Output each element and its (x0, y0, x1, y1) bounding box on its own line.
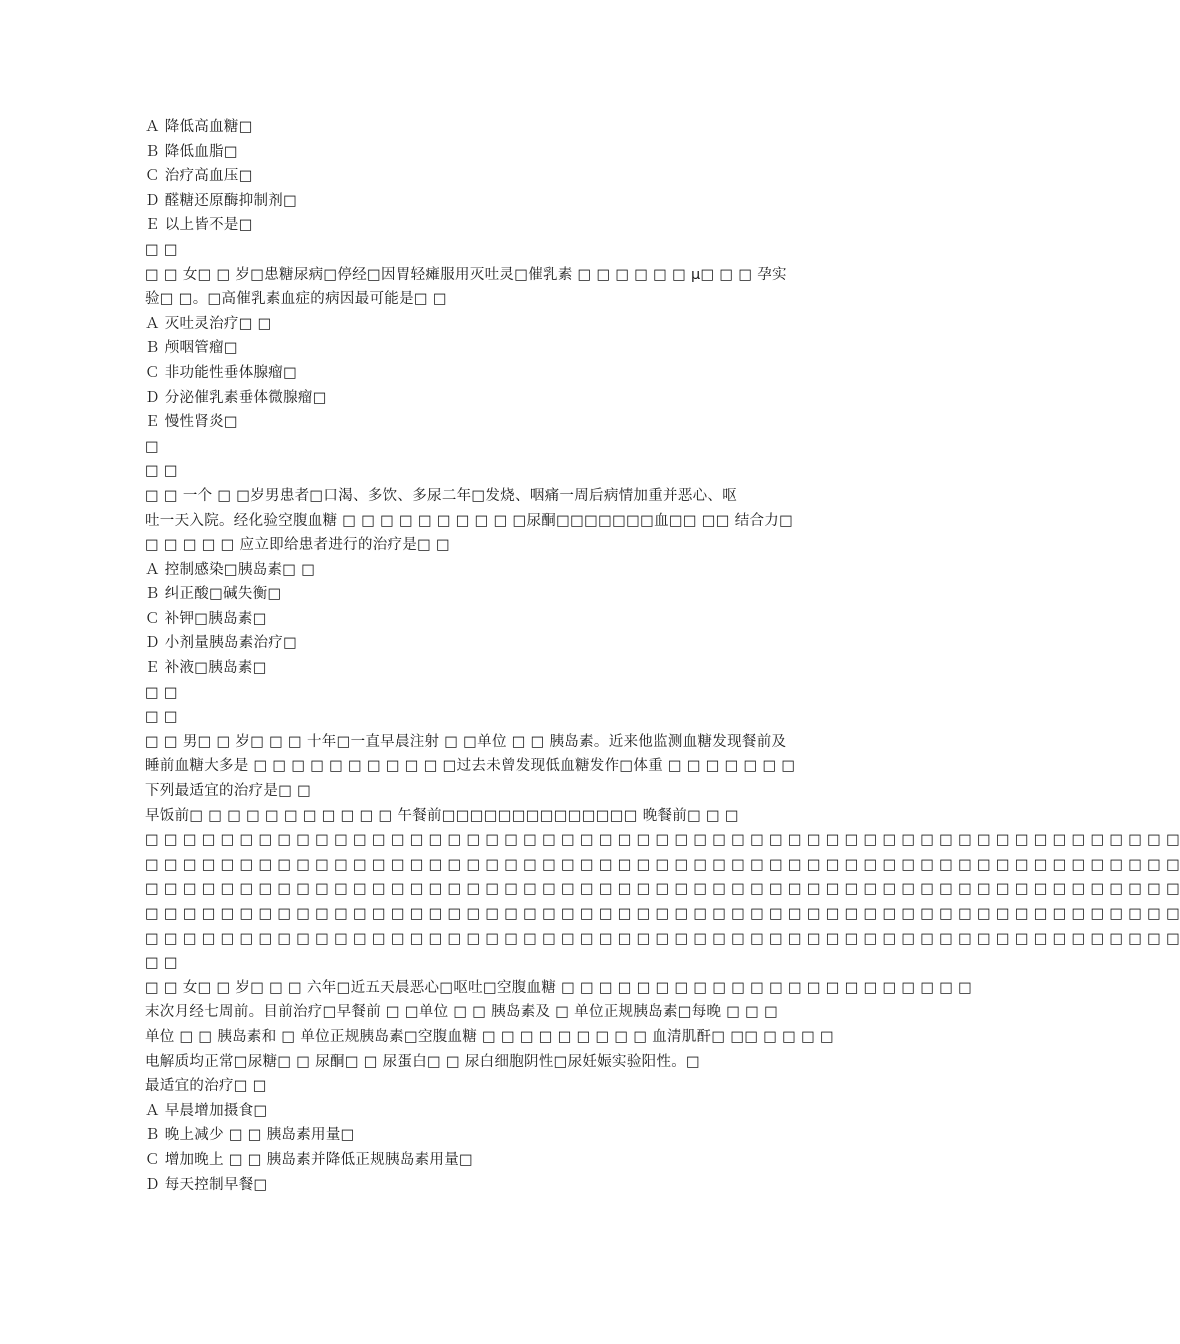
text-line: Ｃ 治疗高血压□ (145, 168, 253, 185)
text-line: □ □ (145, 241, 178, 258)
text-line: Ｃ 增加晚上 □ □ 胰岛素并降低正规胰岛素用量□ (145, 1151, 474, 1168)
text-line: Ｄ 小剂量胰岛素治疗□ (145, 635, 298, 652)
text-line: □ □ □ □ □ □ □ □ □ □ □ □ □ □ □ □ □ □ □ □ □ □ □ □ □ □ □ □ □ □ □ □ □ □ □ □ □ □ □ □ □ □ □ □ □ □ □ □ □ □ □ □ □ □ □ (145, 930, 1180, 947)
text-line: □ □ 男□ □ 岁□ □ □ 十年□一直早晨注射 □ □单位 □ □ 胰岛素。近来他监测血糖发现餐前及 (145, 733, 787, 750)
text-line: Ｃ 补钾□胰岛素□ (145, 610, 267, 627)
text-line: Ａ 灭吐灵治疗□ □ (145, 315, 272, 332)
text-line: □ □ 女□ □ 岁□ □ □ 六年□近五天晨恶心□呕吐□空腹血糖 □ □ □ □ □ □ □ □ □ □ □ □ □ □ □ □ □ □ □ □ □ □ (145, 979, 973, 996)
text-line: 验□ □。□高催乳素血症的病因最可能是□ □ (145, 291, 447, 308)
text-line: □ □ 一个 □ □岁男患者□口渴、多饮、多尿二年□发烧、咽痛一周后病情加重并恶心、呕 (145, 487, 738, 504)
text-line: Ｃ 非功能性垂体腺瘤□ (145, 364, 298, 381)
document-page (145, 115, 1180, 1197)
text-line: Ｅ 以上皆不是□ (145, 217, 253, 234)
text-line: 电解质均正常□尿糖□ □ 尿酮□ □ 尿蛋白□ □ 尿白细胞阴性□尿妊娠实验阳性。□ (145, 1053, 701, 1070)
text-line: □ □ □ □ □ □ □ □ □ □ □ □ □ □ □ □ □ □ □ □ □ □ □ □ □ □ □ □ □ □ □ □ □ □ □ □ □ □ □ □ □ □ □ □ □ □ □ □ □ □ □ □ □ □ □ (145, 881, 1180, 898)
text-line: □ □ (145, 709, 178, 726)
text-line: Ｄ 分泌催乳素垂体微腺瘤□ (145, 389, 327, 406)
text-line: □ □ □ □ □ □ □ □ □ □ □ □ □ □ □ □ □ □ □ □ □ □ □ □ □ □ □ □ □ □ □ □ □ □ □ □ □ □ □ □ □ □ □ □ □ □ □ □ □ □ □ □ □ □ □ (145, 832, 1180, 849)
text-line: □ □ (145, 463, 178, 480)
text-line: Ｅ 慢性肾炎□ (145, 414, 238, 431)
text-line: □ □ (145, 684, 178, 701)
text-line: □ □ 女□ □ 岁□患糖尿病□停经□因胃轻瘫服用灭吐灵□催乳素 □ □ □ □ □ □ μ□ □ □ 孕实 (145, 266, 787, 283)
text-line: 最适宜的治疗□ □ (145, 1078, 267, 1095)
text-line: 单位 □ □ 胰岛素和 □ 单位正规胰岛素□空腹血糖 □ □ □ □ □ □ □ □ □ 血清肌酐□ □□ □ □ □ □ (145, 1028, 834, 1045)
text-line: Ｅ 补液□胰岛素□ (145, 660, 267, 677)
text-line: Ｂ 纠正酸□碱失衡□ (145, 586, 282, 603)
text-line: Ｂ 降低血脂□ (145, 143, 238, 160)
text-line: Ｂ 晚上减少 □ □ 胰岛素用量□ (145, 1127, 355, 1144)
text-line: Ｄ 醛糖还原酶抑制剂□ (145, 192, 298, 209)
text-line: □ (145, 438, 159, 455)
text-line: 末次月经七周前。目前治疗□早餐前 □ □单位 □ □ 胰岛素及 □ 单位正规胰岛素□每晚 □ □ □ (145, 1004, 779, 1021)
text-line: Ａ 早晨增加摄食□ (145, 1102, 268, 1119)
text-line: □ □ (145, 955, 178, 972)
text-line: □ □ □ □ □ 应立即给患者进行的治疗是□ □ (145, 537, 451, 554)
text-line: Ｄ 每天控制早餐□ (145, 1176, 268, 1193)
text-line: Ａ 控制感染□胰岛素□ □ (145, 561, 316, 578)
text-line: 早饭前□ □ □ □ □ □ □ □ □ □ □ 午餐前□□□□□□□□□□□□□□ 晚餐前□ □ □ (145, 807, 739, 824)
text-line: □ □ □ □ □ □ □ □ □ □ □ □ □ □ □ □ □ □ □ □ □ □ □ □ □ □ □ □ □ □ □ □ □ □ □ □ □ □ □ □ □ □ □ □ □ □ □ □ □ □ □ □ □ □ □ (145, 856, 1180, 873)
text-line: 下列最适宜的治疗是□ □ (145, 783, 312, 800)
text-line: □ □ □ □ □ □ □ □ □ □ □ □ □ □ □ □ □ □ □ □ □ □ □ □ □ □ □ □ □ □ □ □ □ □ □ □ □ □ □ □ □ □ □ □ □ □ □ □ □ □ □ □ □ □ □ (145, 906, 1180, 922)
text-line: 吐一天入院。经化验空腹血糖 □ □ □ □ □ □ □ □ □ □尿酮□□□□□□□血□□ □□ 结合力□ (145, 512, 794, 529)
text-line: 睡前血糖大多是 □ □ □ □ □ □ □ □ □ □ □过去未曾发现低血糖发作□体重 □ □ □ □ □ □ □ (145, 758, 796, 775)
text-line: Ａ 降低高血糖□ (145, 119, 253, 135)
text-line: Ｂ 颅咽管瘤□ (145, 340, 238, 357)
